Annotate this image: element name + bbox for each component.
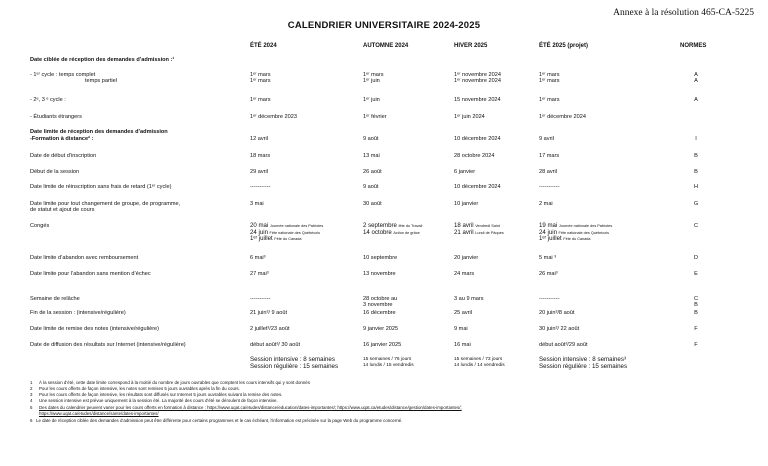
holiday-name: Fête nationale des Québécois [269, 230, 320, 235]
norme: E [694, 271, 698, 277]
row-label: Date limite de remise des notes (intensive/régulière) [30, 326, 160, 332]
holiday-name: Fête nationale des Québécois [558, 230, 609, 235]
cell: 1ᵉʳ mars [539, 78, 560, 84]
cell: 27 mai³ [250, 271, 269, 277]
holiday-date: 24 juin [250, 228, 268, 236]
conges-hiver-2025 [454, 223, 504, 236]
cell: 30 août [363, 201, 382, 207]
cell: 13 novembre [363, 271, 396, 277]
row-label: Début de la session [30, 169, 80, 175]
cell: 9 mai [454, 326, 468, 332]
norme: C [693, 296, 699, 302]
holiday-name: Action de grâce [393, 230, 420, 235]
holiday-name: Journée nationale des Patriotes [558, 224, 613, 228]
cell: 1ᵉʳ mars [250, 97, 271, 103]
cell: 2 mai [539, 201, 553, 207]
cell: 1ᵉʳ mars [363, 72, 384, 78]
norme: F [694, 342, 698, 348]
page-title: CALENDRIER UNIVERSITAIRE 2024-2025 [287, 20, 481, 31]
row-label: Date de début d’inscription [30, 153, 97, 159]
holiday-name: Lundi de Pâques [475, 230, 504, 235]
header-ete-2025: ÉTÉ 2025 (projet) [539, 43, 589, 49]
holiday-date: 2 septembre [363, 222, 397, 229]
session-line: 15 semaines / 76 jours [363, 357, 412, 362]
session-line: Session régulière : 15 semaines [539, 362, 628, 370]
row-label: - 2ᵉ, 3 ᵉ cycle : [30, 97, 66, 103]
cell: 10 décembre 2024 [454, 136, 501, 142]
cell: 20 juin³/8 août [539, 310, 575, 316]
row-label: Date limite de réinscription sans frais de retard (1ᵉʳ cycle) [30, 184, 172, 190]
cell: 1ᵉʳ décembre 2023 [250, 114, 297, 120]
cell: 15 novembre 2024 [454, 97, 501, 103]
norme: C [693, 223, 699, 229]
cell: 16 janvier 2025 [363, 342, 402, 348]
row-label: Congés [30, 223, 50, 229]
cell: 6 mai³ [250, 255, 266, 261]
holiday-name: Vendredi Saint [475, 224, 500, 228]
cell: 2 juillet³/23 août [250, 326, 290, 332]
cell: 12 avril [250, 136, 269, 142]
cell: 28 octobre 2024 [454, 153, 495, 159]
cell: ----------- [250, 184, 271, 190]
cell: 5 mai ³ [539, 255, 557, 261]
holiday-date: 19 mai [539, 222, 558, 229]
norme: B [694, 302, 698, 308]
row-label: Date de diffusion des résultats sur Internet (intensive/régulière) [30, 342, 186, 348]
row-label: Date limite pour l’abandon sans mention d’échec [30, 271, 151, 277]
cell: 16 décembre [363, 310, 396, 316]
annexe-reference: Annexe à la résolution 465-CA-5225 [613, 8, 754, 18]
holiday-date: 1ᵉʳ juillet [539, 235, 562, 243]
header-automne-2024: AUTOMNE 2024 [363, 43, 409, 49]
cell: 3 novembre [363, 302, 393, 308]
cell: 20 janvier [454, 255, 479, 261]
sessions-ete-2025 [539, 357, 627, 370]
cell: 1ᵉʳ juin [363, 78, 380, 84]
norme: B [694, 310, 698, 316]
cell: 24 mars [454, 271, 475, 277]
holiday-date: 21 avril [454, 228, 474, 236]
cell: 3 mai [250, 201, 264, 207]
cell: 21 juin³/ 9 août [250, 310, 288, 316]
row-label: Date limite de réception des demandes d’admission [30, 129, 168, 135]
header-hiver-2025: HIVER 2025 [454, 43, 488, 49]
conges-automne-2024 [363, 223, 422, 236]
holiday-name: Fête du Canada [563, 237, 591, 242]
session-line: 14 lundis / 15 vendredis [363, 363, 414, 369]
holiday-date: 18 avril [454, 222, 474, 229]
session-line: Session intensive : 8 semaines [250, 356, 335, 363]
cell: 1ᵉʳ mars [539, 97, 560, 103]
session-line: Session intensive : 8 semaines³ [539, 356, 627, 363]
cell: début août³/ 30 août [250, 342, 301, 348]
row-label: Fin de la session : (intensive/régulière) [30, 310, 126, 316]
holiday-date: 1ᵉʳ juillet [250, 235, 273, 243]
holiday-date: 20 mai [250, 222, 269, 229]
cell: 16 mai [454, 342, 471, 348]
cell: 13 mai [363, 153, 380, 159]
session-line: 15 semaines / 73 jours [454, 357, 503, 362]
norme: F [694, 326, 698, 332]
sessions-hiver-2025 [454, 357, 505, 369]
row-label: Semaine de relâche [30, 296, 80, 302]
norme: I [695, 136, 697, 142]
norme: A [694, 97, 698, 103]
sessions-automne-2024 [363, 357, 414, 369]
session-line: Session régulière : 15 semaines [250, 362, 339, 370]
norme: H [693, 184, 699, 190]
holiday-name: fête du Travail [398, 224, 423, 228]
row-label: - Étudiants étrangers [30, 114, 82, 120]
cell: 1ᵉʳ mars [539, 72, 560, 78]
cell: 18 mars [250, 153, 271, 159]
norme: A [694, 72, 698, 78]
cell: 10 janvier [454, 201, 479, 207]
cell: 1ᵉʳ décembre 2024 [539, 114, 586, 120]
header-normes: NORMES [680, 43, 707, 49]
cell: 26 mai³ [539, 271, 558, 277]
cell: 1ᵉʳ novembre 2024 [454, 72, 501, 78]
cell: 6 janvier [454, 169, 476, 175]
holiday-name: Fête du Canada [274, 237, 302, 242]
norme: B [694, 153, 698, 159]
cell: 1ᵉʳ juin 2024 [454, 114, 485, 120]
cell: 1ᵉʳ février [363, 114, 387, 120]
row-label: temps partiel [85, 78, 118, 84]
cell: 1ᵉʳ novembre 2024 [454, 78, 501, 84]
cell: 9 avril [539, 136, 554, 142]
cell: 1ᵉʳ mars [250, 78, 271, 84]
sessions-ete-2024 [250, 357, 338, 370]
norme: B [694, 169, 698, 175]
conges-ete-2025 [539, 223, 612, 243]
holiday-name: Journée nationale des Patriotes [269, 224, 324, 228]
cell: 9 août [363, 184, 379, 190]
conges-ete-2024 [250, 223, 323, 243]
cell: 10 décembre 2024 [454, 184, 501, 190]
holiday-date: 24 juin [539, 228, 557, 236]
norme: A [694, 78, 698, 84]
cell: début août³/29 août [539, 342, 588, 348]
row-label: Date limite d’abandon avec remboursement [30, 255, 139, 261]
cell: ----------- [539, 296, 560, 302]
row-label: Date limite pour tout changement de groupe, de programme, [30, 201, 181, 207]
cell: 9 août [363, 136, 379, 142]
cell: ----------- [539, 184, 560, 190]
cell: 10 septembre [363, 255, 398, 261]
row-label: - 1ᵉʳ cycle : temps complet [30, 72, 96, 78]
cell: 1ᵉʳ juin [363, 97, 380, 103]
section-label: Date ciblée de réception des demandes d’admission :¹ [30, 57, 175, 63]
cell: 26 août [363, 169, 382, 175]
cell: 25 avril [454, 310, 473, 316]
cell: 9 janvier 2025 [363, 326, 399, 332]
cell: 28 octobre au [363, 296, 398, 302]
cell: 29 avril [250, 169, 269, 175]
cell: 30 juin³/ 22 août [539, 326, 580, 332]
cell: 28 avril [539, 169, 558, 175]
norme: D [693, 255, 699, 261]
norme: G [693, 201, 699, 207]
session-line: 14 lundis / 14 vendredis [454, 363, 505, 369]
row-label: de statut et ajout de cours [30, 207, 95, 213]
cell: 3 au 9 mars [454, 296, 484, 302]
row-label: -Formation à distance² : [30, 136, 94, 142]
cell: 1ᵉʳ mars [250, 72, 271, 78]
holiday-date: 14 octobre [363, 228, 392, 236]
header-ete-2024: ÉTÉ 2024 [250, 43, 277, 49]
cell: 17 mars [539, 153, 560, 159]
cell: ----------- [250, 296, 271, 302]
